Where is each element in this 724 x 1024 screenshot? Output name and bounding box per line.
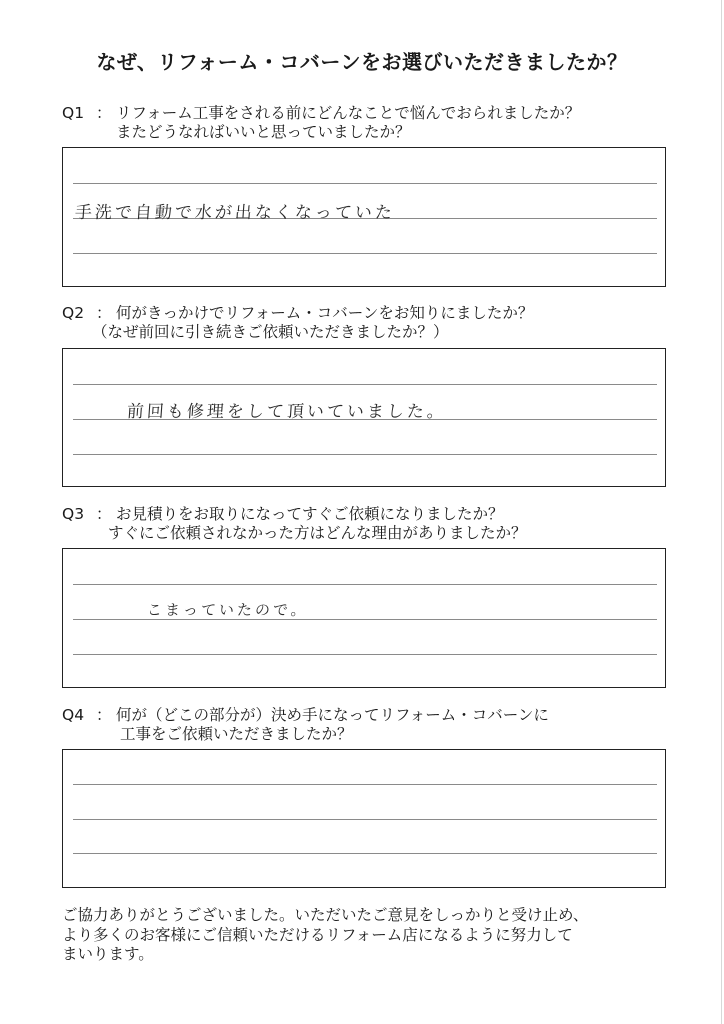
question-2-text-line2: （なぜ前回に引き続きご依頼いただきましたか？） [92,323,449,341]
question-3-number: Q3 [62,505,85,523]
question-2-line1 [62,304,682,323]
question-1-colon: ： [96,104,112,122]
question-1-line1 [62,104,682,123]
question-2 [62,304,682,342]
answer-box-3[interactable] [62,548,666,688]
question-4 [62,706,682,744]
answer-rule [73,253,657,254]
scan-edge-line [721,0,722,1024]
question-1-number: Q1 [62,104,85,122]
answer-rule [73,454,657,455]
question-4-colon: ： [96,706,112,724]
question-2-colon: ： [96,304,112,322]
answer-3-handwriting: こまっていたので。 [146,601,310,619]
closing-line1: ご協力ありがとうございました。いただいたご意見をしっかりと受け止め、 [62,906,589,924]
question-3-text-line1: お見積りをお取りになってすぐご依頼になりましたか？ [116,505,504,523]
answer-rule [73,384,657,385]
question-1 [62,104,682,142]
answer-rule [73,654,657,655]
answer-rule [73,819,657,820]
question-2-number: Q2 [62,304,85,322]
answer-box-1[interactable] [62,147,666,287]
closing-line3: まいります。 [62,945,154,963]
question-4-text-line1: 何が（どこの部分が）決め手になってリフォーム・コバーンに [116,706,549,724]
question-4-text-line2: 工事をご依頼いただきましたか？ [120,725,353,743]
answer-1-handwriting: 手洗で自動で水が出なくなっていた [74,203,396,223]
question-4-line1 [62,706,682,725]
answer-2-handwriting: 前回も修理をして頂いていました。 [126,402,448,422]
question-3 [62,505,682,543]
answer-rule [73,784,657,785]
answer-rule [73,853,657,854]
question-1-text-line1: リフォーム工事をされる前にどんなことで悩んでおられましたか？ [116,104,581,122]
question-2-text-line1: 何がきっかけでリフォーム・コバーンをお知りにましたか？ [116,304,534,322]
closing-message [62,906,672,965]
answer-rule [73,183,657,184]
answer-rule [73,584,657,585]
closing-line2: より多くのお客様にご信頼いただけるリフォーム店になるように努力して [62,925,573,944]
page-title: なぜ、リフォーム・コバーンをお選びいただきましたか？ [96,50,628,74]
question-4-number: Q4 [62,706,85,724]
question-1-text-line2: またどうなればいいと思っていましたか？ [116,123,411,141]
question-3-colon: ： [96,505,112,523]
answer-box-2[interactable] [62,348,666,487]
question-3-text-line2: すぐにご依頼されなかった方はどんな理由がありましたか？ [108,524,527,542]
answer-box-4[interactable] [62,749,666,888]
question-3-line1 [62,505,682,524]
